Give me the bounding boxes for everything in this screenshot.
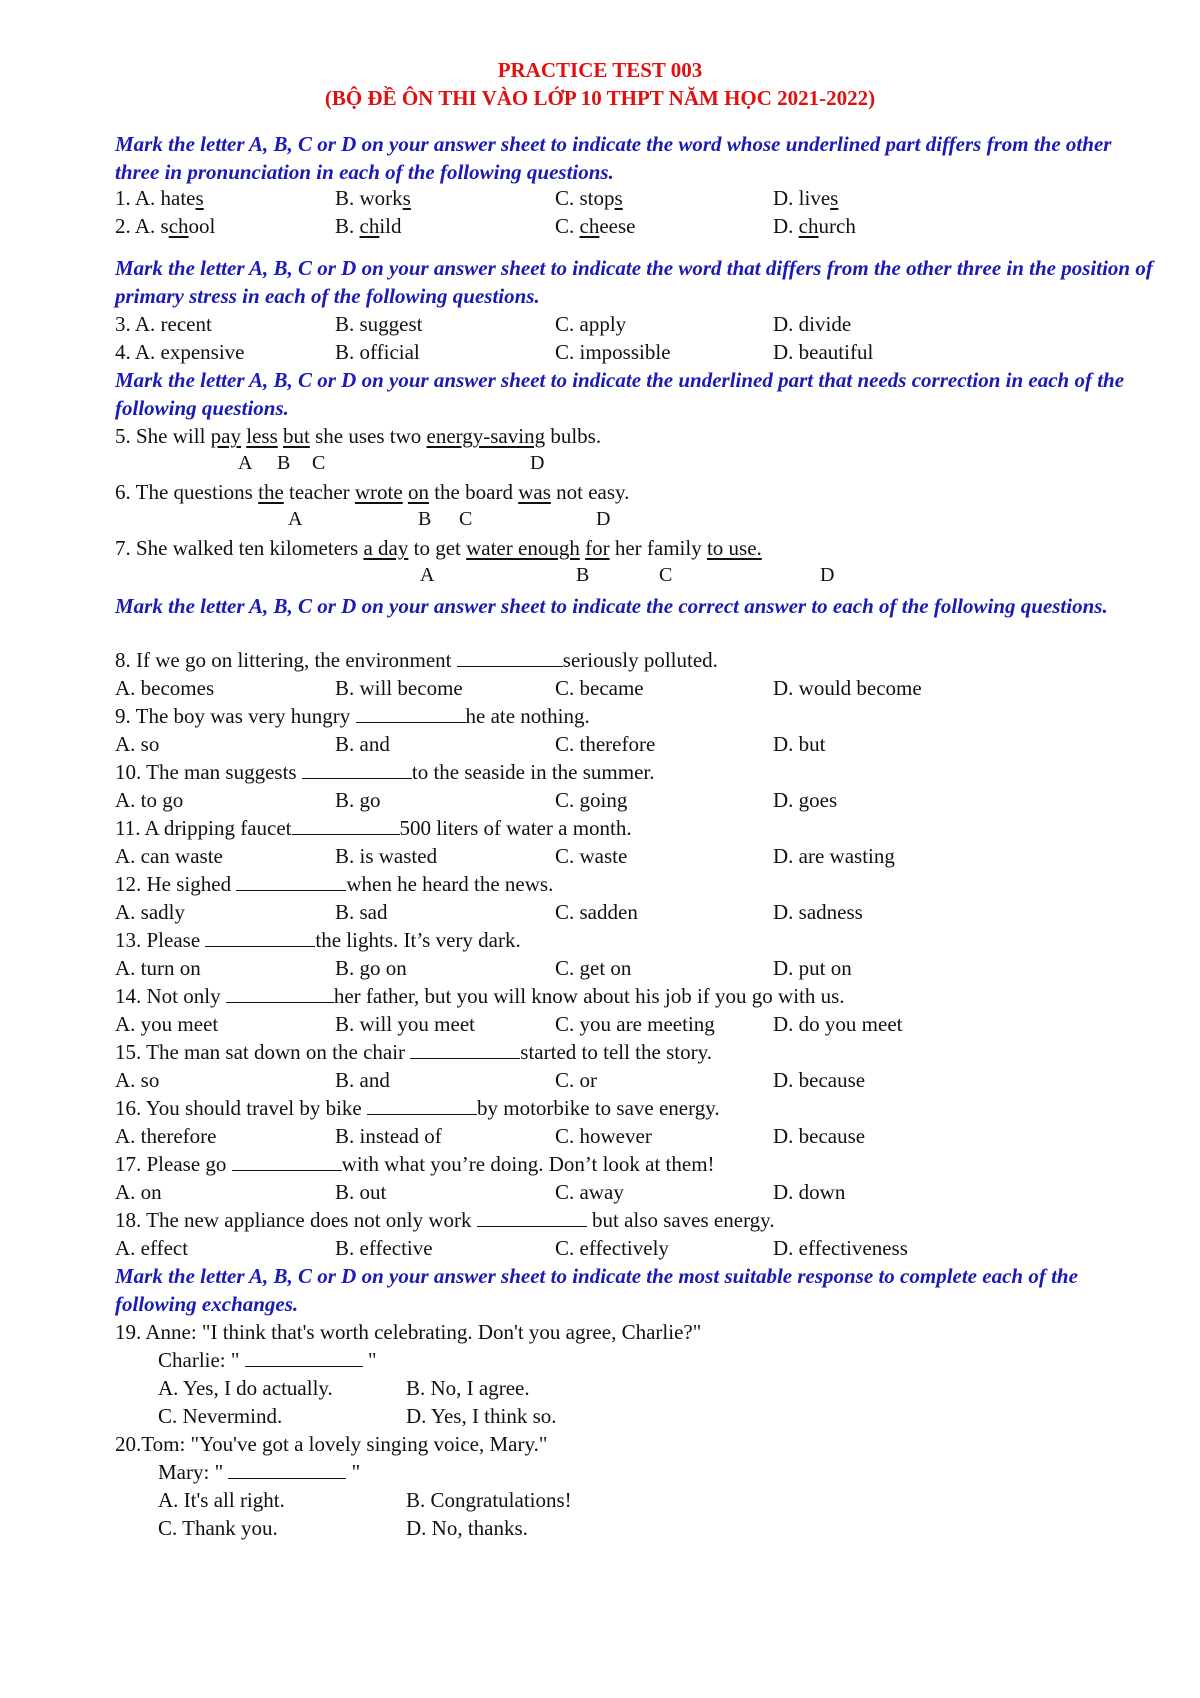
q10-option-d: D. goes <box>773 788 838 812</box>
q6-label-c: C <box>459 508 473 530</box>
q14-option-c: C. you are meeting <box>555 1012 715 1036</box>
question-13: 13. Please the lights. It’s very dark. <box>115 928 521 952</box>
q8-option-a: A. becomes <box>115 676 215 700</box>
q6-label-d: D <box>596 508 611 530</box>
q16-option-b: B. instead of <box>335 1124 442 1148</box>
q4-option-b: B. official <box>335 340 420 364</box>
q5-label-a: A <box>238 452 253 474</box>
question-18: 18. The new appliance does not only work but also saves energy. <box>115 1208 775 1232</box>
question-4: 4. A. expensive <box>115 340 245 364</box>
instruction-stress: Mark the letter A, B, C or D on your answer sheet to indicate the word that differs from the other three in the position of primary stress in each of the following questions. <box>115 256 1153 308</box>
question-15: 15. The man sat down on the chair started to tell the story. <box>115 1040 712 1064</box>
question-7: 7. She walked ten kilometers a day to get water enough for her family to use. <box>115 536 762 560</box>
instruction-correct-answer: Mark the letter A, B, C or D on your answer sheet to indicate the correct answer to each of the following questions. <box>115 594 1108 618</box>
question-1: 1. A. hates <box>115 186 204 210</box>
q19-option-a: A. Yes, I do actually. <box>158 1376 333 1400</box>
q18-option-c: C. effectively <box>555 1236 669 1260</box>
q19-option-c: C. Nevermind. <box>158 1404 283 1428</box>
q10-option-a: A. to go <box>115 788 184 812</box>
q14-option-a: A. you meet <box>115 1012 219 1036</box>
q18-option-a: A. effect <box>115 1236 189 1260</box>
instruction-correction: Mark the letter A, B, C or D on your answer sheet to indicate the underlined part that needs correction in each of the following questions. <box>115 368 1125 420</box>
q20-option-c: C. Thank you. <box>158 1516 278 1540</box>
q20-option-a: A. It's all right. <box>158 1488 285 1512</box>
q7-label-a: A <box>420 564 435 586</box>
q19-option-b: B. No, I agree. <box>406 1376 530 1400</box>
question-8: 8. If we go on littering, the environment seriously polluted. <box>115 648 718 672</box>
instruction-response: Mark the letter A, B, C or D on your answer sheet to indicate the most suitable response to complete each of the following exchanges. <box>115 1264 1078 1316</box>
q5-label-b: B <box>277 452 291 474</box>
q11-option-d: D. are wasting <box>773 844 895 868</box>
question-3: 3. A. recent <box>115 312 212 336</box>
q16-option-a: A. therefore <box>115 1124 217 1148</box>
q1-option-d: D. lives <box>773 186 839 210</box>
q1-option-c: C. stops <box>555 186 623 210</box>
q15-option-b: B. and <box>335 1068 390 1092</box>
q7-label-d: D <box>820 564 835 586</box>
question-2: 2. A. school <box>115 214 216 238</box>
q12-option-c: C. sadden <box>555 900 638 924</box>
q17-option-d: D. down <box>773 1180 846 1204</box>
q19-response-line: Charlie: " " <box>158 1348 377 1372</box>
q17-option-a: A. on <box>115 1180 162 1204</box>
page-subtitle: (BỘ ĐỀ ÔN THI VÀO LỚP 10 THPT NĂM HỌC 2021-2022) <box>324 86 876 110</box>
q8-option-b: B. will become <box>335 676 463 700</box>
q12-option-a: A. sadly <box>115 900 185 924</box>
q5-label-d: D <box>530 452 545 474</box>
q13-option-c: C. get on <box>555 956 632 980</box>
q4-option-c: C. impossible <box>555 340 671 364</box>
q15-option-a: A. so <box>115 1068 160 1092</box>
q8-option-c: C. became <box>555 676 644 700</box>
q6-label-a: A <box>288 508 303 530</box>
q14-option-d: D. do you meet <box>773 1012 903 1036</box>
question-19: 19. Anne: "I think that's worth celebrating. Don't you agree, Charlie?" <box>115 1320 702 1344</box>
q9-option-d: D. but <box>773 732 826 756</box>
question-17: 17. Please go with what you’re doing. Don’t look at them! <box>115 1152 715 1176</box>
q13-option-a: A. turn on <box>115 956 201 980</box>
q18-option-b: B. effective <box>335 1236 433 1260</box>
q18-option-d: D. effectiveness <box>773 1236 908 1260</box>
q12-option-b: B. sad <box>335 900 388 924</box>
q3-option-b: B. suggest <box>335 312 423 336</box>
q5-label-c: C <box>312 452 326 474</box>
instruction-pronunciation: Mark the letter A, B, C or D on your answer sheet to indicate the word whose underlined part differs from the other three in pronunciation in each of the following questions. <box>115 132 1112 184</box>
page-title: PRACTICE TEST 003 <box>497 58 703 82</box>
q2-option-c: C. cheese <box>555 214 636 238</box>
question-5: 5. She will pay less but she uses two energy-saving bulbs. <box>115 424 602 448</box>
q2-option-b: B. child <box>335 214 402 238</box>
q9-option-c: C. therefore <box>555 732 656 756</box>
question-10: 10. The man suggests to the seaside in the summer. <box>115 760 655 784</box>
q3-option-c: C. apply <box>555 312 627 336</box>
q8-option-d: D. would become <box>773 676 922 700</box>
q7-label-b: B <box>576 564 590 586</box>
question-12: 12. He sighed when he heard the news. <box>115 872 554 896</box>
q9-option-b: B. and <box>335 732 390 756</box>
question-9: 9. The boy was very hungry he ate nothing. <box>115 704 590 728</box>
question-16: 16. You should travel by bike by motorbike to save energy. <box>115 1096 720 1120</box>
q16-option-c: C. however <box>555 1124 652 1148</box>
question-14: 14. Not only her father, but you will know about his job if you go with us. <box>115 984 845 1008</box>
q13-option-d: D. put on <box>773 956 852 980</box>
q14-option-b: B. will you meet <box>335 1012 475 1036</box>
q20-option-d: D. No, thanks. <box>406 1516 528 1540</box>
q19-option-d: D. Yes, I think so. <box>406 1404 557 1428</box>
question-6: 6. The questions the teacher wrote on the board was not easy. <box>115 480 630 504</box>
q15-option-c: C. or <box>555 1068 597 1092</box>
q11-option-a: A. can waste <box>115 844 223 868</box>
q13-option-b: B. go on <box>335 956 407 980</box>
q11-option-c: C. waste <box>555 844 628 868</box>
q11-option-b: B. is wasted <box>335 844 438 868</box>
q20-response-line: Mary: " " <box>158 1460 361 1484</box>
q3-option-d: D. divide <box>773 312 852 336</box>
q20-option-b: B. Congratulations! <box>406 1488 572 1512</box>
q7-label-c: C <box>659 564 673 586</box>
question-20: 20.Tom: "You've got a lovely singing voice, Mary." <box>115 1432 548 1456</box>
q15-option-d: D. because <box>773 1068 866 1092</box>
q10-option-b: B. go <box>335 788 381 812</box>
q2-option-d: D. church <box>773 214 856 238</box>
q4-option-d: D. beautiful <box>773 340 874 364</box>
q10-option-c: C. going <box>555 788 628 812</box>
question-11: 11. A dripping faucet 500 liters of water a month. <box>115 816 632 840</box>
q17-option-c: C. away <box>555 1180 624 1204</box>
q9-option-a: A. so <box>115 732 160 756</box>
q16-option-d: D. because <box>773 1124 866 1148</box>
q12-option-d: D. sadness <box>773 900 863 924</box>
q17-option-b: B. out <box>335 1180 387 1204</box>
q6-label-b: B <box>418 508 432 530</box>
q1-option-b: B. works <box>335 186 411 210</box>
